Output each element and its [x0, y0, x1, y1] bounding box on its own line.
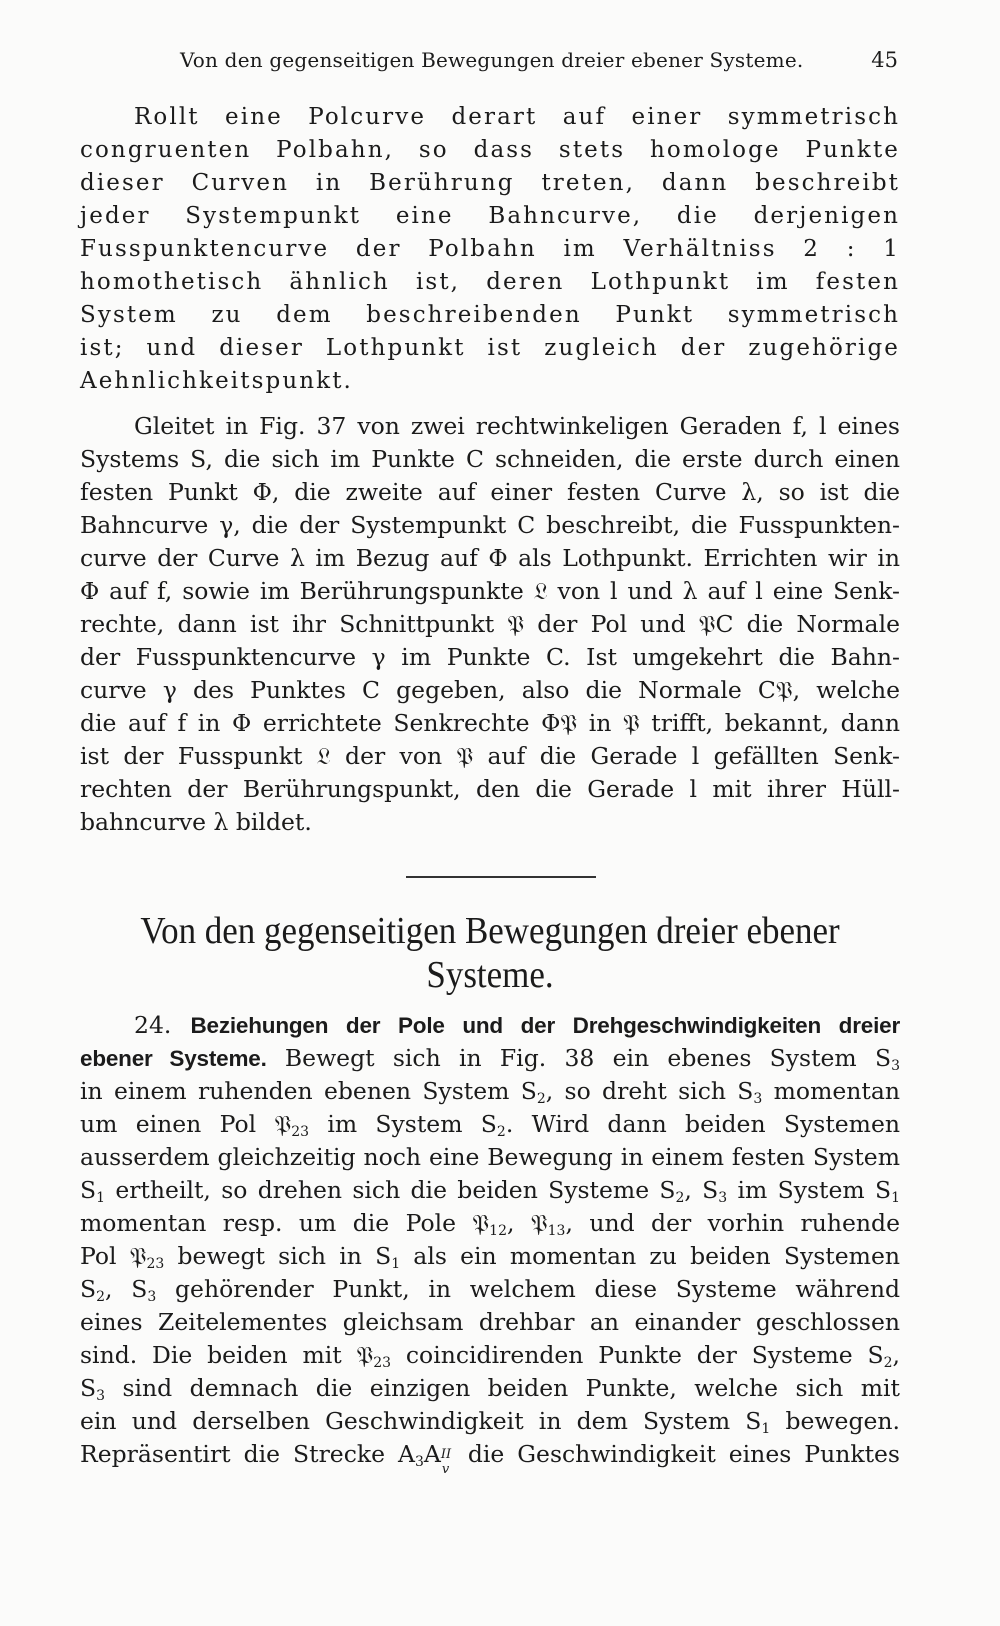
text-line: Pol 𝔓$_{23}$ bewegt sich in $S_1$ als ein momentan zu beiden Systemen — [80, 1242, 900, 1272]
text-line: Fusspunktencurve der Polbahn im Verhältniss 2 : 1 — [80, 236, 900, 262]
section-heading: Beziehungen der Pole und der Drehgeschwindigkeiten dreier — [190, 1013, 900, 1038]
running-head — [80, 44, 900, 78]
text-line: ist der Fusspunkt 𝔏 der von 𝔓 auf die Gerade l gefällten Senk- — [80, 742, 900, 770]
text-line: $S_2$, $S_3$ gehörender Punkt, in welchem diese Systeme während — [80, 1275, 900, 1305]
text-line: ist; und dieser Lothpunkt ist zugleich der zugehörige — [80, 335, 900, 361]
section-heading: ebener Systeme. — [80, 1046, 267, 1071]
text-line: curve der Curve λ im Bezug auf Φ als Lothpunkt. Errichten wir in — [80, 544, 900, 572]
text-line: in einem ruhenden ebenen System $S_2$, so dreht sich $S_3$ momentan — [80, 1077, 900, 1107]
text-line: eines Zeitelementes gleichsam drehbar an einander geschlossen — [80, 1308, 900, 1336]
text-line: jeder Systempunkt eine Bahncurve, die derjenigen — [80, 203, 900, 229]
section-title-line2: Systeme. — [426, 954, 554, 996]
text-line: System zu dem beschreibenden Punkt symmetrisch — [80, 302, 900, 328]
text-line: Bahncurve γ, die der Systempunkt C beschreibt, die Fusspunkten- — [80, 511, 900, 539]
text-line: homothetisch ähnlich ist, deren Lothpunkt im festen — [80, 269, 900, 295]
text-line: Aehnlichkeitspunkt. — [80, 368, 353, 394]
text-line: rechten der Berührungspunkt, den die Gerade l mit ihrer Hüll- — [80, 775, 900, 803]
running-title: Von den gegenseitigen Bewegungen dreier ebener Systeme. — [180, 48, 804, 72]
text-line: Rollt eine Polcurve derart auf einer symmetrisch — [134, 104, 900, 130]
text-line: die auf f in Φ errichtete Senkrechte Φ𝔓 in 𝔓 trifft, bekannt, dann — [80, 709, 900, 737]
text-line: ein und derselben Geschwindigkeit in dem System $S_1$ bewegen. — [80, 1407, 900, 1437]
text-line: ausserdem gleichzeitig noch eine Bewegung in einem festen System — [80, 1143, 900, 1171]
section-title-line1: Von den gegenseitigen Bewegungen dreier ebener — [140, 910, 840, 952]
text-line — [134, 1008, 900, 1042]
text-line: rechte, dann ist ihr Schnittpunkt 𝔓 der Pol und 𝔓C die Normale — [80, 610, 900, 638]
text-line: dieser Curven in Berührung treten, dann beschreibt — [80, 170, 900, 196]
text-line: der Fusspunktencurve γ im Punkte C. Ist umgekehrt die Bahn- — [80, 643, 900, 671]
text-line: Gleitet in Fig. 37 von zwei rechtwinkeligen Geraden f, l eines — [134, 412, 900, 440]
page-number: 45 — [871, 48, 898, 72]
text-line: um einen Pol 𝔓$_{23}$ im System $S_2$. Wird dann beiden Systemen — [80, 1110, 901, 1140]
text-line: congruenten Polbahn, so dass stets homologe Punkte — [80, 137, 900, 163]
text-line: momentan resp. um die Pole 𝔓$_{12}$, 𝔓$_{13}$, und der vorhin ruhende — [80, 1209, 900, 1239]
text-line: bahncurve λ bildet. — [80, 808, 312, 836]
text-line: $S_1$ ertheilt, so drehen sich die beiden Systeme $S_2$, $S_3$ im System $S_1$ — [80, 1176, 900, 1206]
section-divider — [406, 876, 596, 878]
text-line: sind. Die beiden mit 𝔓$_{23}$ coincidirenden Punkte der Systeme $S_2$, — [80, 1341, 901, 1371]
text-line: festen Punkt Φ, die zweite auf einer festen Curve λ, so ist die — [80, 478, 900, 506]
text-line: Repräsentirt die Strecke $A_3A$ II v die Geschwindigkeit eines Punktes — [80, 1440, 900, 1477]
section-number: 24. — [134, 1011, 172, 1039]
text-line: curve γ des Punktes C gegeben, also die Normale C𝔓, welche — [80, 676, 900, 704]
text-line: ebener Systeme. Bewegt sich in Fig. 38 ein ebenes System $S_3$ — [80, 1044, 900, 1074]
text-line: Systems S, die sich im Punkte C schneiden, die erste durch einen — [80, 445, 900, 473]
text-line: $S_3$ sind demnach die einzigen beiden Punkte, welche sich mit — [80, 1374, 900, 1404]
text-line: Φ auf f, sowie im Berührungspunkte 𝔏 von l und λ auf l eine Senk- — [80, 577, 900, 605]
